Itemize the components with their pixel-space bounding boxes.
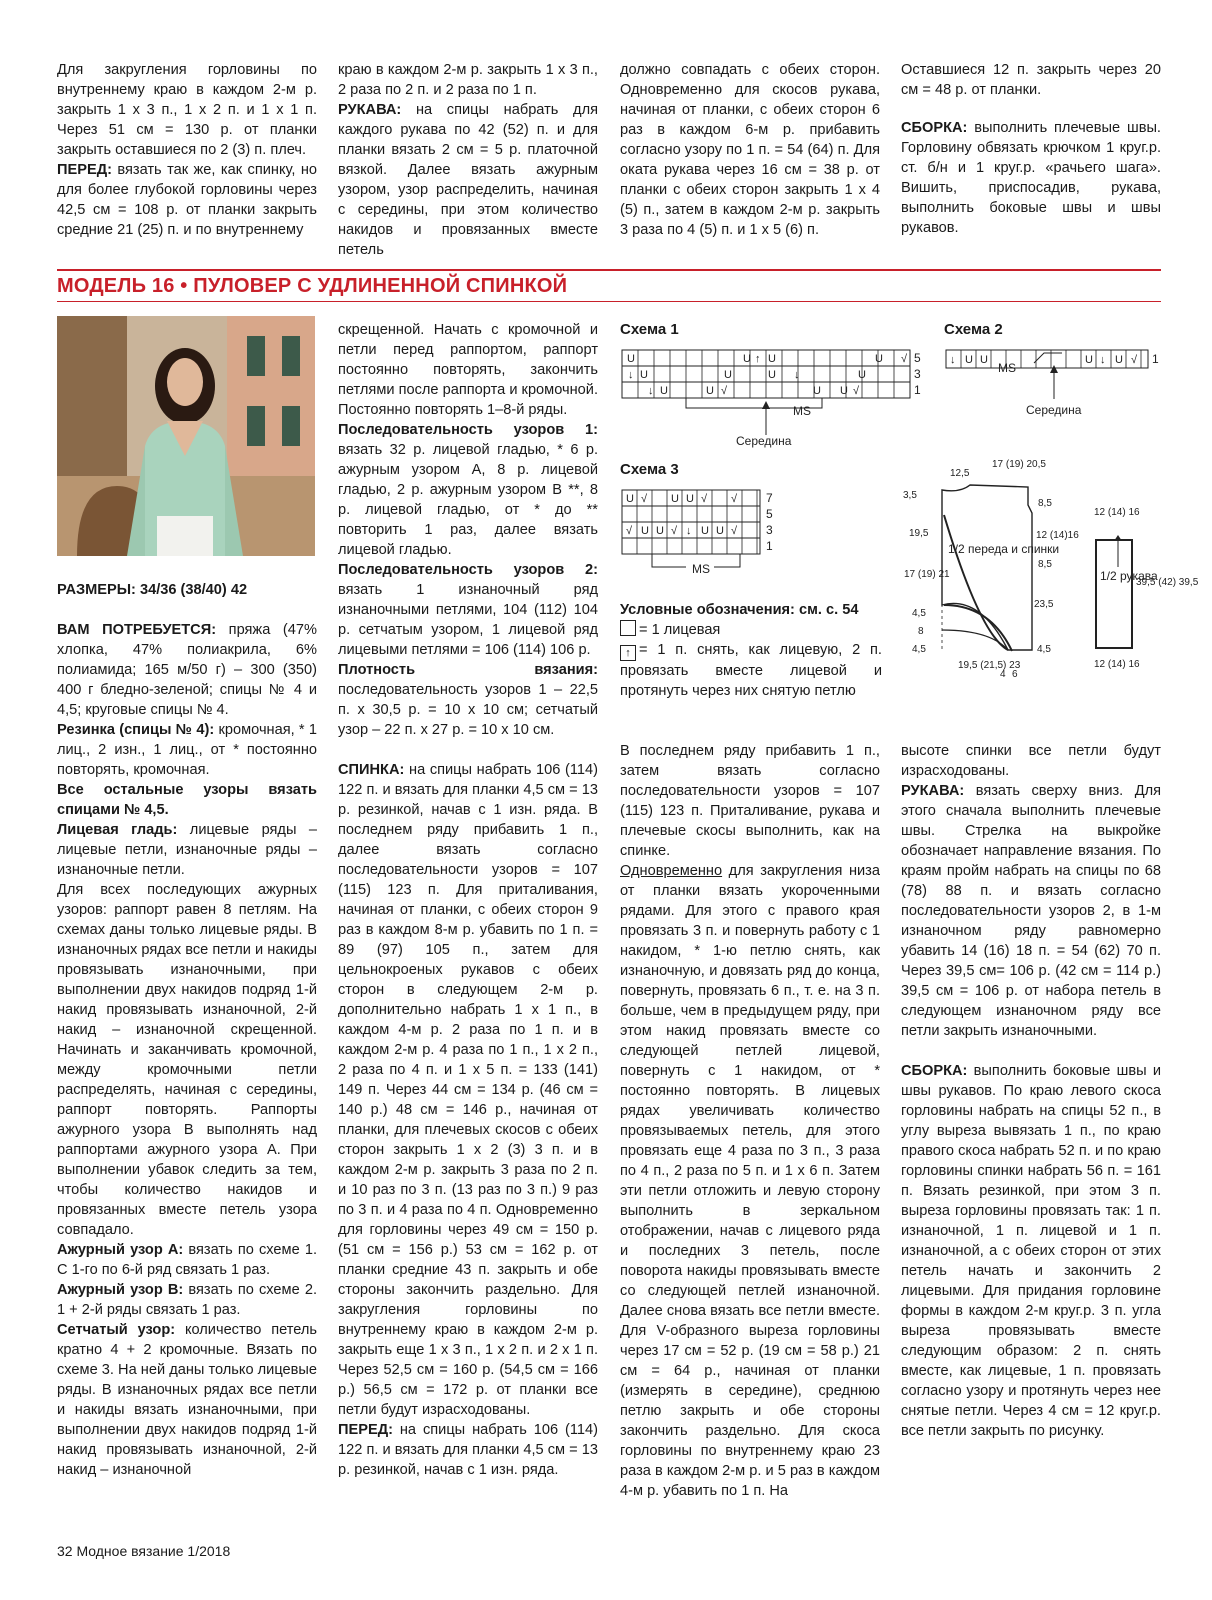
svg-text:√: √ [721,385,728,397]
paragraph: краю в каждом 2-м р. закрыть 1 х 3 п., 2 раза по 2 п. и 2 раза по 1 п. [338,62,598,98]
svg-text:U: U [768,353,776,365]
paragraph: скрещенной. Начать с кромочной и петли перед раппортом, раппорт постоянно повторять, закончить петлями после раппорта и кромочной. Постоянно повторять 1–8-й ряды. [338,322,598,418]
dim: 4,5 [912,608,926,619]
blank-square-icon [620,620,636,636]
svg-text:U: U [768,369,776,381]
text: последовательность узоров 1 – 22,5 п. х 30,5 р. = 10 х 10 см; сетчатый узор – 22 п. х 27 р. = 10 х 10 см. [338,682,598,738]
heading: ПЕРЕД: [338,1422,393,1438]
paragraph [57,1280,317,1320]
paragraph [57,1320,317,1480]
svg-text:√: √ [901,353,908,365]
row-label: 1 [766,539,773,553]
svg-text:√: √ [626,525,633,537]
ms-label: MS [793,404,811,418]
svg-text:U: U [980,354,988,366]
row-label: 5 [766,507,773,521]
svg-text:U: U [641,525,649,537]
pattern-schematic [900,455,1199,705]
heading: Ажурный узор А: [57,1242,184,1258]
dim: 4,5 [912,644,926,655]
text: вязать по схеме 2. 1 + 2-й ряды связать 1 раз. [57,1282,317,1318]
svg-text:U: U [640,369,648,381]
page-footer: 32 Модное вязание 1/2018 [57,1543,231,1559]
svg-text:U: U [813,385,821,397]
row-label: 1 [1152,352,1159,366]
top-column-4 [901,60,1161,238]
title-underline [57,301,1161,302]
svg-text:↓: ↓ [686,525,692,537]
paragraph [620,861,880,1501]
chart-3 [618,485,788,580]
model-title: МОДЕЛЬ 16 • ПУЛОВЕР С УДЛИНЕННОЙ СПИНКОЙ [57,275,568,297]
svg-text:U: U [627,353,635,365]
text: пряжа (47% хлопка, 47% полиакрила, 6% полиамида; 165 м/50 г) – 300 (350) 400 г бледно-зеленой; спицы № 4 и 4,5; круговые спицы № 4. [57,622,317,718]
photo-illustration [57,316,315,556]
heading: Все остальные узоры вязать спицами № 4,5. [57,782,317,818]
svg-text:U: U [671,493,679,505]
text: лицевые ряды – лицевые петли, изнаночные ряды – изнаночные петли. [57,822,317,878]
ms-label: MS [692,562,710,576]
svg-text:U: U [1115,354,1123,366]
heading: ВАМ ПОТРЕБУЕТСЯ: [57,622,217,638]
svg-text:√: √ [671,525,678,537]
svg-text:U: U [706,385,714,397]
sleeve-label: 1/2 рукава [1100,569,1158,583]
legend [620,600,882,701]
paragraph [338,100,598,260]
decrease-icon: ↑ [620,645,636,661]
sizes [57,580,317,600]
svg-text:↓: ↓ [794,369,800,381]
legend-text: = 1 п. снять, как лицевую, 2 п. провязать вместе лицевой и протянуть через них снятую петлю [620,642,882,699]
dim: 23,5 [1034,599,1054,610]
paragraph [901,1061,1161,1441]
heading: СПИНКА: [338,762,405,778]
svg-text:U: U [660,385,668,397]
dim: 12 (14) 16 [1094,507,1140,518]
row-label: 5 [914,351,921,365]
svg-text:↓: ↓ [628,369,634,381]
text: вязать 1 изнаночный ряд изнаночными петлями, 104 (112) 104 р. сетчатым узором, 1 лицевой ряд лицевыми петлями = 106 (114) 106 р. [338,582,598,658]
paragraph [338,420,598,560]
heading: ПЕРЕД: [57,162,112,178]
chart-1 [618,345,928,450]
text: для закругления низа от планки вязать укороченными рядами. Для этого с правого края провязать 3 п. и повернуть работу с 1 накидом, * 1-ю петлю снять, как изнаночную, и довязать ряд до конца, повернуть, провязать 6 п., т. е. на 3 п. больше, чем в предыдущем ряду, при этом накид провязать вместе со следующей петлей лицевой, повернуть с 1 накидом, от * постоянно повторять. В лицевых рядах увеличивать количество провязываемых петель, для этого провязать еще 4 раза по 3 п., 3 раза по 4 п., 2 раза по 5 п. и 1 х 6 п. Затем эти петли отложить и левую сторону выполнить в зеркальном отображении, начав с лицевого ряда и последних 3 петель, после поворота накиды провязывать вместе со следующей петлей изнаночной. Далее снова вязать все петли вместе. Для V-образного выреза горловины через 17 см = 52 р. (19 см = 58 р.) 21 см = 64 р., начиная от планки (измерять в середине), среднюю петлю закрыть и обе стороны закончить раздельно. Для скоса горловины по внутреннему краю 23 раза в каждом 2-м р. и 5 раз в каждом 4-м р. убавить по 1 п. На [620,863,880,1499]
dim: 4 [1000,669,1006,680]
underlined-text: Одновременно [620,863,723,879]
svg-text:√: √ [1131,354,1138,366]
paragraph [338,1420,598,1480]
text: на спицы набрать для каждого рукава по 42 (52) п. и для планки вязать 2 см = 5 р. платочной вязкой. Далее вязать ажурным узором, узор распределить, начиная с середины, при этом количество накидов и провязанных вместе петель [338,102,598,258]
heading: Плотность вязания: [338,662,598,678]
paragraph [57,720,317,780]
legend-item [620,620,882,640]
column-2 [338,320,598,1480]
svg-text:U: U [840,385,848,397]
svg-text:U: U [701,525,709,537]
paragraph: Для закругления горловины по внутреннему краю в каждом 2-м р. закрыть 1 х 3 п., 1 х 2 п. и 1 х 1 п. Через 51 см = 130 р. от планки закрыть оставшиеся по 2 (3) п. плеч. [57,62,317,158]
svg-text:U: U [1085,354,1093,366]
heading: Резинка (спицы № 4): [57,722,215,738]
top-column-1 [57,60,317,240]
svg-text:↓: ↓ [1100,354,1106,366]
svg-text:√: √ [701,493,708,505]
middle-label: Середина [736,434,792,448]
heading: СБОРКА: [901,120,968,136]
heading: Последовательность узоров 1: [338,422,598,438]
paragraph: высоте спинки все петли будут израсходованы. [901,743,1161,779]
paragraph [901,781,1161,1041]
paragraph [57,160,317,240]
dim: 17 (19) 21 [904,569,950,580]
column-3 [620,741,880,1501]
paragraph [57,620,317,720]
model-photo [57,316,315,556]
svg-text:√: √ [731,525,738,537]
dim: 12,5 [950,468,970,479]
paragraph: должно совпадать с обеих сторон. Одновременно для скосов рукава, начиная от планки, с обеих сторон 6 раз в каждом 6-м р. прибавить согласно узору по 1 п. = 54 (64) п. Для оката рукава через 16 см = 38 р. от планки с обеих сторон закрыть 1 х 4 (5) п., затем в каждом 2-м р. закрыть 3 раза по 4 (5) п. и 1 х 5 (6) п. [620,62,880,238]
heading: Сетчатый узор: [57,1322,176,1338]
svg-text:√: √ [853,385,860,397]
front-back-label: 1/2 переда и спинки [948,542,1060,556]
heading: РУКАВА: [338,102,402,118]
legend-title [620,600,882,620]
dim: 6 [1012,669,1018,680]
row-label: 3 [914,367,921,381]
chart-1-title: Схема 1 [620,321,679,338]
row-label: 7 [766,491,773,505]
chart-3-title: Схема 3 [620,461,679,478]
svg-text:U: U [965,354,973,366]
top-column-3 [620,60,880,240]
svg-text:↓: ↓ [648,385,654,397]
paragraph [338,760,598,1420]
title-rule [57,269,1161,271]
svg-text:U: U [858,369,866,381]
text: вязать 32 р. лицевой гладью, * 6 р. ажурным узором А, 8 р. лицевой гладью, 2 р. ажурным узором В **, 8 р. лицевой гладью, от * до ** повторить 1 раз, далее вязать лицевой гладью. [338,442,598,558]
paragraph: Оставшиеся 12 п. закрыть через 20 см = 48 р. от планки. [901,62,1161,98]
column-1 [57,580,317,1480]
text: выполнить боковые швы и швы рукавов. По краю левого скоса горловины набрать на спицы 52 п., в углу выреза вывязать 1 п., по краю правого скоса набрать 52 п. и по краю горловины спинки набрать 56 п. = 161 п. Вязать резинкой, при этом 3 п. выреза горловины провязать так: 1 п. изнаночной, 1 п. лицевой и 1 п. изнаночной, а с обеих сторон от этих петель начать и закончить 2 лицевыми. Для придания горловине формы в каждом 2-м круг.р. 3 п. угла выреза провязывать вместе следующим образом: 2 п. снять вместе, как лицевые, 1 п. провязать согласно узору и протянуть через нее снятые петли. Через 4 см = 12 круг.р. все петли закрыть по рисунку. [901,1063,1161,1439]
text: вязать сверху вниз. Для этого сначала выполнить плечевые швы. Стрелка на выкройке обозначает направление вязания. По краям пройм набрать на спицы по 68 (78) 88 п. и вязать согласно последовательности узоров 2, в 1-м изнаночном ряду равномерно убавить 14 (16) 18 п. = 54 (62) 70 п. Через 39,5 см= 106 р. (42 см = 114 р.) 39,5 см = 106 р. от набора петель в следующем изнаночном ряду все петли закрыть изнаночными. [901,783,1161,1039]
text: количество петель кратно 4 + 2 кромочные. Вязать по схеме 3. На ней даны только лицевые ряды. В изнаночных рядах все петли и накиды вязать изнаночными, при выполнении двух накидов подряд 1-й накид провязывать изнаночной, 2-й накид – изнаночной [57,1322,317,1478]
text: на спицы набрать 106 (114) 122 п. и вязать для планки 4,5 см = 13 р. резинкой, начав с 1 изн. ряда. [338,1422,598,1478]
heading: СБОРКА: [901,1063,968,1079]
paragraph [338,660,598,740]
svg-text:√: √ [731,493,738,505]
legend-item [620,640,882,701]
dim: 8,5 [1038,559,1052,570]
dim: 19,5 [909,528,929,539]
dim: 12 (14)16 [1036,530,1079,541]
paragraph [57,820,317,880]
dim: 8,5 [1038,498,1052,509]
dim: 19,5 (21,5) 23 [958,660,1021,671]
paragraph: Для всех последующих ажурных узоров: раппорт равен 8 петлям. На схемах даны только лицевые ряды. В изнаночных рядах все петли и накиды провязывать изнаночными, при выполнении двух накидов подряд 1-й накид провязывать изнаночной, 2-й накид – изнаночной скрещенной. Начинать и заканчивать кромочной, между кромочными петли распределять, начиная с середины, раппорт повторять. Раппорты ажурного узора В выполнять над раппортами ажурного узора А. При выполнении убавок следить за тем, чтобы количество накидов и провязанных вместе петель узора совпадало. [57,882,317,1238]
heading: Ажурный узор В: [57,1282,184,1298]
svg-text:U: U [875,353,883,365]
paragraph [57,780,317,820]
dim: 4,5 [1037,644,1051,655]
heading: РУКАВА: [901,783,965,799]
svg-text:U: U [656,525,664,537]
middle-label: Середина [1026,403,1082,417]
heading: Лицевая гладь: [57,822,178,838]
top-column-2 [338,60,598,260]
paragraph [57,1240,317,1280]
row-label: 3 [766,523,773,537]
dim: 17 (19) 20,5 [992,459,1046,470]
svg-text:U: U [724,369,732,381]
sizes-text: РАЗМЕРЫ: 34/36 (38/40) 42 [57,582,248,598]
legend-heading: Условные обозначения: см. с. 54 [620,602,859,618]
text: вязать так же, как спинку, но для более глубокой горловины через 42,5 см = 108 р. от планки закрыть средние 21 (25) п. и по внутреннему [57,162,317,238]
text: вязать по схеме 1. С 1-го по 6-й ряд связать 1 раз. [57,1242,317,1278]
dim: 12 (14) 16 [1094,659,1140,670]
text: кромочная, * 1 лиц., 2 изн., 1 лиц., от * постоянно повторять, кромочная. [57,722,317,778]
paragraph [338,560,598,660]
column-4 [901,741,1161,1441]
chart-2-title: Схема 2 [944,321,1003,338]
chart-2 [942,345,1162,425]
dim: 39,5 (42) 39,5 [1136,577,1199,588]
heading: Последовательность узоров 2: [338,562,598,578]
svg-text:U: U [686,493,694,505]
dim: 3,5 [903,490,917,501]
svg-text:√: √ [641,493,648,505]
legend-text: = 1 лицевая [639,622,721,638]
text: выполнить плечевые швы. Горловину обвязать крючком 1 круг.р. ст. б/н и 1 круг.р. «рачьего шага». Вишить, приспосадив, рукава, выполнить боковые швы и швы рукавов. [901,120,1161,236]
paragraph [901,118,1161,238]
svg-text:U: U [743,353,751,365]
paragraph: В последнем ряду прибавить 1 п., затем вязать согласно последовательности узоров = 107 (115) 123 п. Приталивание, рукава и плечевые скосы выполнить, как на спинке. [620,743,880,859]
svg-text:↓: ↓ [950,354,956,366]
svg-text:U: U [626,493,634,505]
text: на спицы набрать 106 (114) 122 п. и вязать для планки 4,5 см = 13 р. резинкой, начав с 1 изн. ряда. В последнем ряду прибавить 1 п., далее вязать согласно последовательности узоров = 107 (115) 123 п. Для приталивания, начиная от планки, с обеих сторон 9 раз в каждом 8-м р. убавить по 1 п. = 89 (97) 105 п., затем для цельнокроеных рукавов с обеих сторон в следующем 2-м р. дополнительно набрать 1 х 1 п., в каждом 4-м р. 2 раза по 1 п. и в каждом 2-м р. 4 раза по 1 п., 1 х 2 п., 2 раза по 4 п. и 1 х 5 п. = 133 (141) 149 п. Через 44 см = 134 р. (46 см = 140 р.) 48 см = 146 р., начиная от планки, для плечевых скосов с обеих сторон закрыть 1 х 2 (3) 3 п. и в каждом 2-м р. закрыть 3 раза по 2 п. и 10 раз по 3 п. (13 раз по 3 п.) 9 раз по 3 п. и 4 раза по 4 п. Одновременно для горловины через 49 см = 150 р. (51 см = 156 р.) 53 см = 162 р. от планки средние 43 п. закрыть и обе стороны закончить раздельно. Для закругления горловины по внутреннему краю в каждом 2-м р. закрыть еще 1 х 3 п., 1 х 2 п. и 2 х 1 п. Через 52,5 см = 160 р. (54,5 см = 166 р.) 56,5 см = 172 р. от планки все петли будут израсходованы. [338,762,598,1418]
dim: 8 [918,626,924,637]
svg-text:U: U [716,525,724,537]
svg-text:↑: ↑ [755,353,761,365]
row-label: 1 [914,383,921,397]
ms-label: MS [998,361,1016,375]
